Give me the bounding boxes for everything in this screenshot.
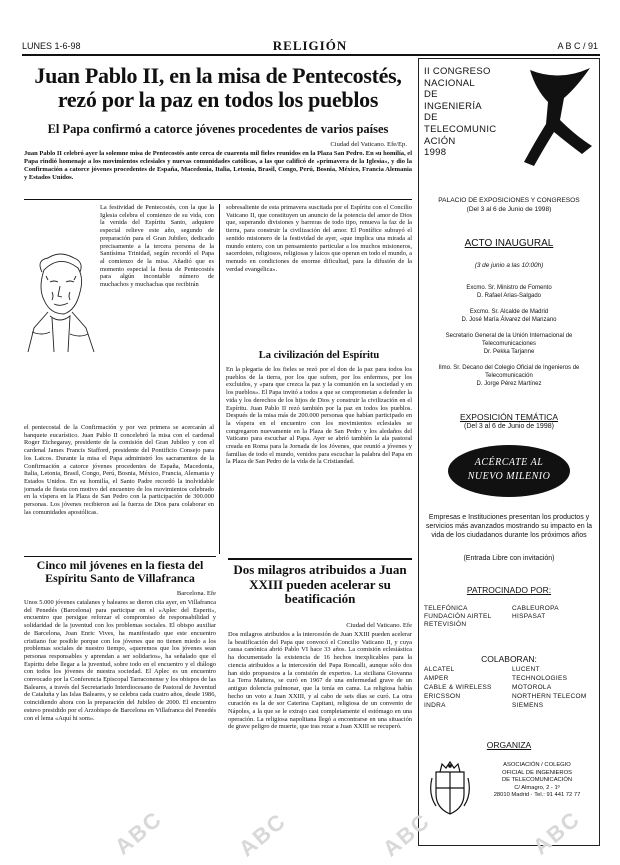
main-dateline: Ciudad del Vaticano. Efe/Ep. xyxy=(330,141,407,148)
main-col2-bottom xyxy=(226,366,412,551)
inaugural-date: (3 de junio a las 10:00h) xyxy=(474,262,544,269)
main-col1-lower-text xyxy=(24,424,214,552)
sponsors-list: TELEFÓNICA CABLEUROPA FUNDACIÓN AIRTEL HISPASAT RETEVISIÓN xyxy=(424,605,559,628)
issue-date: LUNES 1-6-98 xyxy=(22,41,81,51)
milagros-rule xyxy=(228,558,412,560)
coat-of-arms-icon xyxy=(428,758,472,818)
expo-dates: (Del 3 al 6 de Junio de 1998) xyxy=(464,423,554,430)
collaborators-title: COLABORAN: xyxy=(481,654,537,664)
milagros-body xyxy=(228,631,412,845)
milagros-paragraph: Dos milagros atribuidos a la intercesión de Juan XXIII pueden acelerar la beatificación del Papa que convocó el Concilio Vaticano II, y cuya causa canónica abrió Pablo VI hace 33 años. La comisión eclesiástica ha documentado la existencia de 16 hechos inexplicables para la ciencia atribuidos a la intercesión del Papa Roncalli, aunque sólo dos han sido propuestos a la comisión de expertos. La siciliana Giovanna La Terra Mattera, se curó en 1967 de una enfermedad grave de un antiguo dolencia pulmonar, que la tenía en cama. La religiosa había hecho un voto a Juan XXIII, y al cabo de seis días se curó. La otra curación es la de sor Caterina Capitani, religiosa de un convento de Nápoles, a la que se le extrajo casi completamente el estómago en una operación. La religiosa napolitana llegó a encontrarse en una situación de grave peligro de muerte, que tras rezar a Juan XXIII se recuperó. xyxy=(228,631,412,731)
organizer-details: ASOCIACIÓN / COLEGIO OFICIAL DE INGENIEROS DE TELECOMUNICACIÓN C/ Almagro, 2 - 1º 28010 Madrid · Tel.: 91 441 72 77 xyxy=(493,762,581,799)
abc-watermark: ABC xyxy=(109,805,168,860)
villafranca-paragraph: Unos 5.000 jóvenes catalanes y baleares se dieron cita ayer, en Villafranca del Penedés (Barcelona) para participar en el «Aplec del Esperit», encuentro que persigue reforzar el compromiso de responsabilidad y solidaridad de la juventud con los problemas sociales. El obispo auxiliar de Barcelona, Joan Enric Vives, ha manifestado que este encuentro cristiano fue posible porque con los jóvenes que no tienen miedo a los problemas sociales de nuestro tiempo, «queremos que los jóvenes sean personas responsables y aprendan a ser solidarios», ha señalado que el Espíritu debe llegar a la juventud, sobre todo en el encuentro y el diálogo con todos los jóvenes de nuestra sociedad. El Aplec es un encuentro convocado por la Conferencia Episcopal Tarraconense y los obispos de las Baleares, a través del Secretariado Interdiocesano de Pastoral de Juventud de Cataluña y las Islas Baleares, y se celebra cada cuatro años, desde 1986, coincidiendo ahora con la preparación del Jubileo de 2000. El encuentro estuvo presidido por el Arzobispo de Barcelona en Villafranca del Penedés con el lema «Aquí hi som». xyxy=(24,599,216,722)
expo-title: EXPOSICIÓN TEMÁTICA xyxy=(459,412,559,422)
venue-name: PALACIO DE EXPOSICIONES Y CONGRESOS xyxy=(438,197,580,204)
milagros-headline: Dos milagros atribuidos a Juan XXIII pueden acelerar su beatificación xyxy=(233,562,407,606)
villafranca-headline: Cinco mil jóvenes en la fiesta del Espíritu Santo de Villafranca xyxy=(36,558,204,585)
col1-upper-paragraph: La festividad de Pentecostés, con la que la Iglesia celebra el comienzo de su vida, con la venida del Espíritu Santo, adquiere especial relieve este año, segundo de preparación para el Gran Jubileo, dedicado precisamente a la tercera persona de la Santísima Trinidad, según recordó el Papa al comienzo de la misa. Añadió que es momento especial la fiesta de Pentecostés para algún incontable número de muchachos y muchachas que recibirán xyxy=(100,204,214,289)
villafranca-body xyxy=(24,599,216,845)
congress-logo-figure xyxy=(520,62,598,182)
inaugural-title: ACTO INAUGURAL xyxy=(464,238,554,249)
col2-subhead: La civilización del Espíritu xyxy=(258,350,380,361)
header-rule xyxy=(22,54,600,56)
main-col2-top xyxy=(226,204,412,344)
collaborators-list: ALCATEL LUCENT AMPER TECHNOLOGIES CABLE & WIRELESS MOTOROLA ERICSSON NORTHERN TELECOM INDRA SIEMENS xyxy=(424,666,587,709)
lead-rule xyxy=(24,199,412,200)
villafranca-rule xyxy=(24,556,216,557)
officials-list: Excmo. Sr. Ministro de Fomento D. Rafael Arias-Salgado Excmo. Sr. Alcalde de Madrid D. José María Álvarez del Manzano Secretario General de la Unión Internacional de Telecomunicaciones Dr. Pekka Tarjanne Ilmo. Sr. Decano del Colegio Oficial de Ingenieros de Telecomunicación D. Jorge Pérez Martínez xyxy=(438,285,580,387)
page-number: A B C / 91 xyxy=(557,41,598,51)
pope-portrait xyxy=(24,248,96,352)
sponsors-title: PATROCINADO POR: xyxy=(466,585,552,595)
abc-watermark: ABC xyxy=(233,807,292,862)
main-headline: Juan Pablo II, en la misa de Pentecostés, rezó por la paz en todos los pueblos xyxy=(34,63,402,112)
col1-lower-paragraph: el pentecostal de la Confirmación y por vez primera se acercarán al banquete eucarístico. Juan Pablo II concelebró la misa con el cardenal Roger Etchegaray, presidente de la comisión del Gran Jubileo y con el cardenal James Francis Stafford, presidente del Pontificio Consejo para los Laicos. Durante la misa el Papa administró los sacramentos de la Confirmación a catorce jóvenes procedentes de España, Macedonia, Italia, Letonia, Brasil, Congo, Perú, Bosnia, México, Francia, Alemania y Estados Unidos. En su homilía, el Santo Padre recordó la inolvidable jornada de fiesta con motivo del encuentro de los movimientos celebrado en la víspera en la Plaza de San Pedro con la participación de 300.000 personas. Los jóvenes recibieron así la fuerza de Dios para colaborar en las comunidades apostólicas. xyxy=(24,424,214,516)
venue-dates: (Del 3 al 6 de Junio de 1998) xyxy=(466,206,552,213)
main-col1-text xyxy=(24,204,214,424)
villafranca-dateline: Barcelona. Efe xyxy=(176,590,216,597)
column-divider xyxy=(219,204,220,554)
congress-name: II CONGRESO NACIONAL DE INGENIERÍA DE TELECOMUNIC ACIÓN 1998 xyxy=(424,66,497,159)
expo-badge: ACÉRCATE AL NUEVO MILENIO xyxy=(448,445,570,497)
col2-top-paragraph: sobresaliente de esta primavera suscitada por el Espíritu con el Concilio Vaticano II, que constituyen un anuncio de la potencia del amor de Dios que, superando divisiones y barreras de todo tipo, renueva la faz de la tierra, para construir la civilización del amor. El Pontífice subrayó el sentido misionero de la festividad de ayer, «que implica una mirada al mundo entero, con un pensamiento particular a los muchos misioneros, sacerdotes, religiosos, religiosas y laicos que operan en todo el mundo, a menudo en condiciones de enorme dificultad, para la difusión de la verdad evangélica». xyxy=(226,204,412,273)
col2-bottom-paragraph: En la plegaria de los fieles se rezó por el don de la paz para todos los pueblos de la tierra, por los que sufren, por los enfermos, por los excluidos, y «para que crezca la paz y la comunión en la sociedad y en los pueblos». El Papa invitó a todos a que se comprometan a defender la vida y los derechos de los hijos de Dios y construir la civilización en el Espíritu. Juan Pablo II rezó también por la paz en todos los pueblos. Después de la misa más de 200.000 personas que habían participado en la víspera en el encuentro con los movimientos eclesiales se congregaron nuevamente en la Plaza de San Pedro y los aledaños del Vaticano para escuchar al Papa. Ayer se abrió también la ala pastoral creada en Roma para la Jornada de los Jóvenes, que reunió a jóvenes y familias de todo el mundo, venidos para escuchar la palabra del Papa en la Plaza de San Pedro de la vida de la Cristiandad. xyxy=(226,366,412,466)
organizer-title: ORGANIZA xyxy=(486,740,532,750)
expo-description: Empresas e Instituciones presentan los productos y servicios más avanzados mostrando su impacto en la vida de los ciudadanos durante los próximos años xyxy=(425,514,593,540)
main-subheadline: El Papa confirmó a catorce jóvenes procedentes de varios países xyxy=(47,122,389,136)
abc-watermark: ABC xyxy=(527,805,586,860)
milagros-dateline: Ciudad del Vaticano. Efe xyxy=(346,622,412,629)
abc-watermark: ABC xyxy=(377,807,436,862)
main-lead: Juan Pablo II celebró ayer la solemne misa de Pentecostés ante cerca de cuarenta mil fieles reunidos en la Plaza San Pedro. En su homilía, el Papa rindió homenaje a los movimientos eclesiales y nuevas comunidades católicas, a las que calificó de «primavera de la Iglesia», y dio la Confirmación a catorce jóvenes procedentes de España, Macedonia, Italia, Letonia, Brasil, Congo, Perú, Bosnia, México, Francia Alemania y Estados Unidos. xyxy=(24,150,412,181)
expo-entry: (Entrada Libre con invitación) xyxy=(463,555,555,562)
section-title: RELIGIÓN xyxy=(272,38,348,53)
